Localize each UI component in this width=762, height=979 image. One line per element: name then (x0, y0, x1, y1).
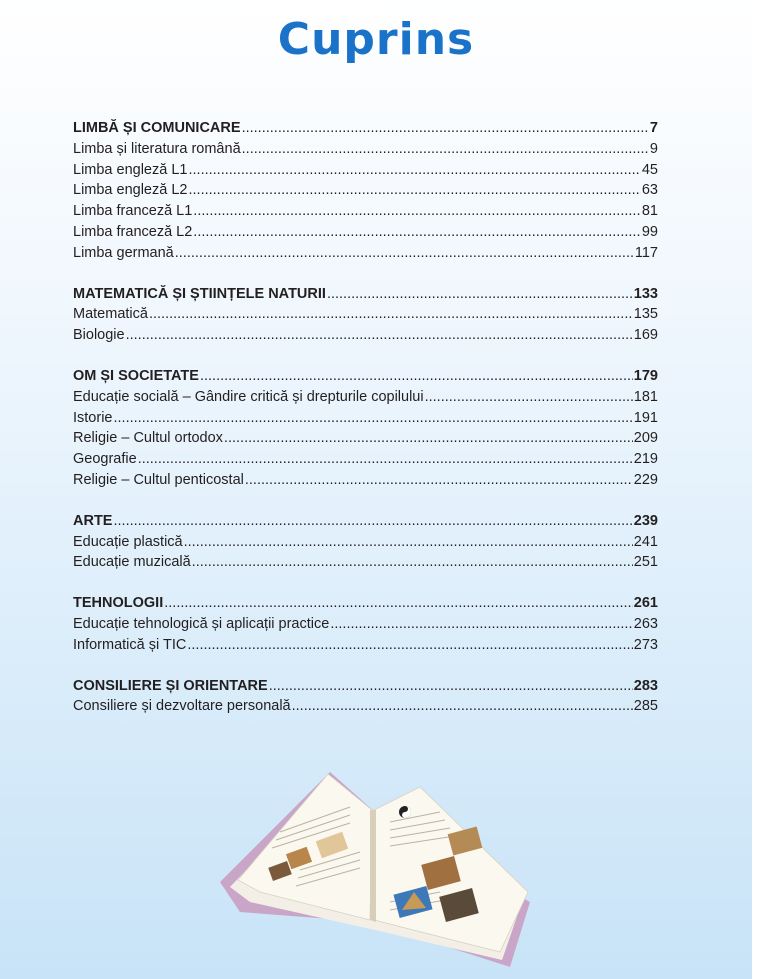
page-number: 273 (633, 636, 658, 653)
toc-entry[interactable] (73, 470, 658, 491)
toc-entry[interactable] (73, 139, 658, 160)
entry-label: Istorie (73, 409, 113, 426)
page-number: 81 (641, 203, 658, 220)
toc-entry[interactable] (73, 449, 658, 470)
dot-leader (292, 696, 633, 717)
page-number: 229 (633, 471, 658, 488)
page-number: 191 (633, 409, 658, 426)
dot-leader (149, 304, 633, 325)
page-margin (752, 0, 762, 979)
entry-label: Educație tehnologică și aplicații practice (73, 615, 330, 632)
toc-entry[interactable] (73, 635, 658, 656)
entry-label: Biologie (73, 327, 125, 344)
toc-entry[interactable] (73, 408, 658, 429)
entry-label: Geografie (73, 451, 137, 468)
toc-section (73, 511, 658, 573)
page-number: 7 (649, 120, 658, 136)
section-heading: TEHNOLOGII (73, 595, 164, 612)
dot-leader (193, 222, 641, 243)
dot-leader (188, 160, 640, 181)
entry-label: Consiliere și dezvoltare personală (73, 698, 291, 715)
dot-leader (192, 552, 633, 573)
dot-leader (242, 118, 649, 139)
toc-entry[interactable] (73, 222, 658, 243)
dot-leader (114, 408, 633, 429)
open-book-illustration (210, 752, 540, 977)
toc-entry[interactable] (73, 532, 658, 553)
toc-section (73, 593, 658, 655)
entry-label: Limba și literatura română (73, 140, 241, 157)
dot-leader (187, 635, 632, 656)
dot-leader (245, 470, 633, 491)
page-number: 283 (633, 677, 658, 694)
toc-entry[interactable] (73, 614, 658, 635)
page-number: 261 (633, 595, 658, 612)
toc-section (73, 676, 658, 718)
page-number: 219 (633, 451, 658, 468)
dot-leader (126, 325, 633, 346)
section-heading-row[interactable] (73, 366, 658, 387)
dot-leader (224, 428, 633, 449)
page-number: 181 (633, 388, 658, 405)
page-number: 179 (633, 367, 658, 384)
page-number: 239 (633, 512, 658, 529)
page-number: 63 (641, 182, 658, 199)
page-number: 169 (633, 327, 658, 344)
section-heading: CONSILIERE ȘI ORIENTARE (73, 677, 268, 694)
toc-section (73, 366, 658, 491)
entry-label: Religie – Cultul ortodox (73, 430, 223, 447)
page-title: Cuprins (277, 14, 475, 65)
section-heading-row[interactable] (73, 593, 658, 614)
dot-leader (269, 676, 633, 697)
entry-label: Educație socială – Gândire critică și drepturile copilului (73, 388, 424, 405)
toc-section (73, 284, 658, 346)
toc-entry[interactable] (73, 201, 658, 222)
dot-leader (184, 532, 633, 553)
page-number: 263 (633, 615, 658, 632)
entry-label: Limba franceză L2 (73, 223, 193, 240)
entry-label: Limba engleză L2 (73, 182, 188, 199)
section-heading: ARTE (73, 512, 113, 529)
section-heading-row[interactable] (73, 118, 658, 139)
entry-label: Limba germană (73, 244, 174, 261)
page-number: 241 (633, 533, 658, 550)
toc-entry[interactable] (73, 696, 658, 717)
toc-entry[interactable] (73, 243, 658, 264)
book-spine (370, 810, 376, 922)
dot-leader (175, 243, 634, 264)
page-number: 99 (641, 223, 658, 240)
entry-label: Limba engleză L1 (73, 161, 188, 178)
page-number: 209 (633, 430, 658, 447)
page-number: 9 (649, 140, 658, 157)
entry-label: Matematică (73, 306, 148, 323)
toc-entry[interactable] (73, 160, 658, 181)
dot-leader (138, 449, 633, 470)
dot-leader (193, 201, 641, 222)
page-number: 117 (634, 244, 658, 261)
toc-entry[interactable] (73, 552, 658, 573)
section-heading-row[interactable] (73, 284, 658, 305)
page-number: 45 (641, 161, 658, 178)
dot-leader (242, 139, 649, 160)
dot-leader (164, 593, 633, 614)
dot-leader (188, 180, 640, 201)
dot-leader (425, 387, 633, 408)
section-heading-row[interactable] (73, 676, 658, 697)
section-heading: MATEMATICĂ ȘI ȘTIINȚELE NATURII (73, 285, 326, 302)
entry-label: Educație plastică (73, 533, 183, 550)
entry-label: Religie – Cultul penticostal (73, 471, 244, 488)
dot-leader (327, 284, 633, 305)
toc-entry[interactable] (73, 304, 658, 325)
toc-entry[interactable] (73, 387, 658, 408)
entry-label: Educație muzicală (73, 554, 191, 571)
toc-entry[interactable] (73, 325, 658, 346)
toc-entry[interactable] (73, 428, 658, 449)
entry-label: Informatică și TIC (73, 636, 187, 653)
table-of-contents (73, 118, 658, 737)
page-number: 135 (633, 306, 658, 323)
section-heading-row[interactable] (73, 511, 658, 532)
page-number: 285 (633, 698, 658, 715)
dot-leader (200, 366, 633, 387)
entry-label: Limba franceză L1 (73, 203, 193, 220)
toc-section (73, 118, 658, 264)
section-heading: LIMBĂ ȘI COMUNICARE (73, 120, 241, 136)
page-number: 133 (633, 285, 658, 302)
dot-leader (113, 511, 632, 532)
toc-entry[interactable] (73, 180, 658, 201)
page-number: 251 (633, 554, 658, 571)
section-heading: OM ȘI SOCIETATE (73, 367, 199, 384)
dot-leader (330, 614, 632, 635)
